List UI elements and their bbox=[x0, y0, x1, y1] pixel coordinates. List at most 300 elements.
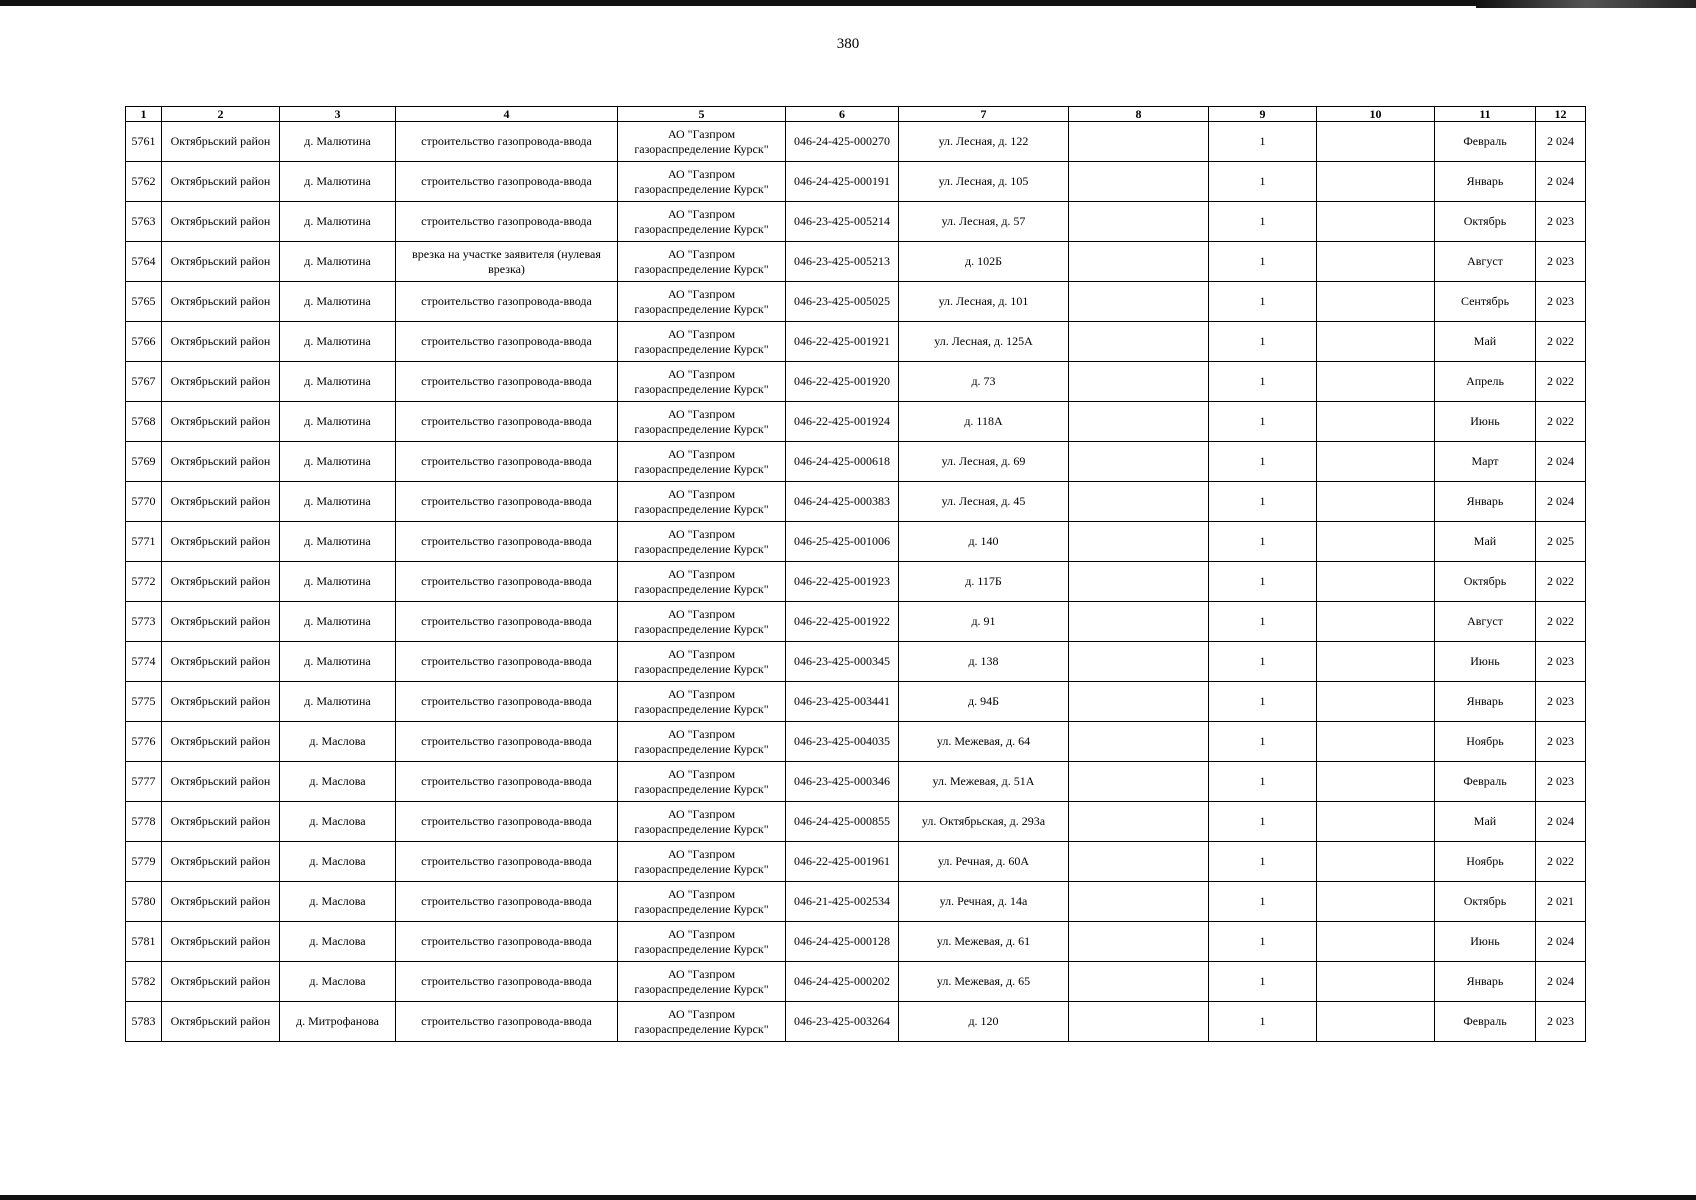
application-code-cell: 046-24-425-000270 bbox=[786, 122, 899, 162]
column-8-cell bbox=[1069, 362, 1209, 402]
application-code-cell: 046-23-425-005213 bbox=[786, 242, 899, 282]
column-10-cell bbox=[1317, 802, 1435, 842]
address-cell: ул. Лесная, д. 125А bbox=[899, 322, 1069, 362]
quantity-cell: 1 bbox=[1209, 482, 1317, 522]
address-cell: ул. Лесная, д. 69 bbox=[899, 442, 1069, 482]
year-cell: 2 023 bbox=[1536, 722, 1586, 762]
table-row bbox=[126, 202, 1586, 242]
quantity-cell: 1 bbox=[1209, 642, 1317, 682]
column-8-cell bbox=[1069, 802, 1209, 842]
registry-table-body bbox=[126, 122, 1586, 1042]
month-cell: Январь bbox=[1435, 682, 1536, 722]
organization-cell: АО "Газпром газораспределение Курск" bbox=[618, 802, 786, 842]
column-8-cell bbox=[1069, 962, 1209, 1002]
year-cell: 2 023 bbox=[1536, 1002, 1586, 1042]
column-10-cell bbox=[1317, 202, 1435, 242]
row-number-cell: 5764 bbox=[126, 242, 162, 282]
column-10-cell bbox=[1317, 682, 1435, 722]
address-cell: ул. Речная, д. 60А bbox=[899, 842, 1069, 882]
application-code-cell: 046-24-425-000383 bbox=[786, 482, 899, 522]
organization-cell: АО "Газпром газораспределение Курск" bbox=[618, 162, 786, 202]
column-10-cell bbox=[1317, 482, 1435, 522]
application-code-cell: 046-22-425-001921 bbox=[786, 322, 899, 362]
work-type-cell: строительство газопровода-ввода bbox=[396, 522, 618, 562]
work-type-cell: строительство газопровода-ввода bbox=[396, 282, 618, 322]
locality-cell: д. Маслова bbox=[280, 962, 396, 1002]
column-10-cell bbox=[1317, 562, 1435, 602]
application-code-cell: 046-22-425-001922 bbox=[786, 602, 899, 642]
column-header: 10 bbox=[1317, 107, 1435, 122]
district-cell: Октябрьский район bbox=[162, 522, 280, 562]
table-row bbox=[126, 242, 1586, 282]
registry-table bbox=[125, 106, 1586, 1042]
quantity-cell: 1 bbox=[1209, 602, 1317, 642]
month-cell: Февраль bbox=[1435, 762, 1536, 802]
district-cell: Октябрьский район bbox=[162, 602, 280, 642]
row-number-cell: 5777 bbox=[126, 762, 162, 802]
column-8-cell bbox=[1069, 522, 1209, 562]
locality-cell: д. Маслова bbox=[280, 842, 396, 882]
application-code-cell: 046-22-425-001923 bbox=[786, 562, 899, 602]
month-cell: Июнь bbox=[1435, 402, 1536, 442]
application-code-cell: 046-23-425-004035 bbox=[786, 722, 899, 762]
table-row bbox=[126, 642, 1586, 682]
organization-cell: АО "Газпром газораспределение Курск" bbox=[618, 402, 786, 442]
row-number-cell: 5781 bbox=[126, 922, 162, 962]
work-type-cell: строительство газопровода-ввода bbox=[396, 402, 618, 442]
quantity-cell: 1 bbox=[1209, 402, 1317, 442]
column-header: 1 bbox=[126, 107, 162, 122]
year-cell: 2 024 bbox=[1536, 122, 1586, 162]
year-cell: 2 022 bbox=[1536, 402, 1586, 442]
column-8-cell bbox=[1069, 842, 1209, 882]
locality-cell: д. Малютина bbox=[280, 162, 396, 202]
column-8-cell bbox=[1069, 882, 1209, 922]
row-number-cell: 5771 bbox=[126, 522, 162, 562]
quantity-cell: 1 bbox=[1209, 722, 1317, 762]
application-code-cell: 046-24-425-000202 bbox=[786, 962, 899, 1002]
column-10-cell bbox=[1317, 602, 1435, 642]
district-cell: Октябрьский район bbox=[162, 122, 280, 162]
application-code-cell: 046-23-425-005025 bbox=[786, 282, 899, 322]
column-header: 3 bbox=[280, 107, 396, 122]
month-cell: Ноябрь bbox=[1435, 842, 1536, 882]
district-cell: Октябрьский район bbox=[162, 482, 280, 522]
table-row bbox=[126, 1002, 1586, 1042]
locality-cell: д. Малютина bbox=[280, 642, 396, 682]
column-10-cell bbox=[1317, 962, 1435, 1002]
table-row bbox=[126, 362, 1586, 402]
work-type-cell: строительство газопровода-ввода bbox=[396, 722, 618, 762]
district-cell: Октябрьский район bbox=[162, 642, 280, 682]
district-cell: Октябрьский район bbox=[162, 722, 280, 762]
quantity-cell: 1 bbox=[1209, 682, 1317, 722]
quantity-cell: 1 bbox=[1209, 962, 1317, 1002]
application-code-cell: 046-22-425-001924 bbox=[786, 402, 899, 442]
table-row bbox=[126, 562, 1586, 602]
table-row bbox=[126, 522, 1586, 562]
district-cell: Октябрьский район bbox=[162, 922, 280, 962]
month-cell: Май bbox=[1435, 802, 1536, 842]
address-cell: ул. Октябрьская, д. 293а bbox=[899, 802, 1069, 842]
organization-cell: АО "Газпром газораспределение Курск" bbox=[618, 522, 786, 562]
row-number-cell: 5773 bbox=[126, 602, 162, 642]
organization-cell: АО "Газпром газораспределение Курск" bbox=[618, 642, 786, 682]
application-code-cell: 046-23-425-000345 bbox=[786, 642, 899, 682]
year-cell: 2 024 bbox=[1536, 442, 1586, 482]
work-type-cell: строительство газопровода-ввода bbox=[396, 562, 618, 602]
address-cell: ул. Лесная, д. 57 bbox=[899, 202, 1069, 242]
month-cell: Март bbox=[1435, 442, 1536, 482]
row-number-cell: 5763 bbox=[126, 202, 162, 242]
district-cell: Октябрьский район bbox=[162, 562, 280, 602]
table-row bbox=[126, 122, 1586, 162]
month-cell: Январь bbox=[1435, 962, 1536, 1002]
month-cell: Февраль bbox=[1435, 122, 1536, 162]
quantity-cell: 1 bbox=[1209, 762, 1317, 802]
column-10-cell bbox=[1317, 762, 1435, 802]
year-cell: 2 023 bbox=[1536, 202, 1586, 242]
column-header: 8 bbox=[1069, 107, 1209, 122]
column-header: 4 bbox=[396, 107, 618, 122]
column-8-cell bbox=[1069, 482, 1209, 522]
table-row bbox=[126, 802, 1586, 842]
address-cell: д. 102Б bbox=[899, 242, 1069, 282]
quantity-cell: 1 bbox=[1209, 282, 1317, 322]
locality-cell: д. Малютина bbox=[280, 122, 396, 162]
year-cell: 2 022 bbox=[1536, 362, 1586, 402]
district-cell: Октябрьский район bbox=[162, 362, 280, 402]
work-type-cell: строительство газопровода-ввода bbox=[396, 802, 618, 842]
work-type-cell: строительство газопровода-ввода bbox=[396, 442, 618, 482]
quantity-cell: 1 bbox=[1209, 122, 1317, 162]
address-cell: д. 138 bbox=[899, 642, 1069, 682]
locality-cell: д. Маслова bbox=[280, 722, 396, 762]
district-cell: Октябрьский район bbox=[162, 882, 280, 922]
organization-cell: АО "Газпром газораспределение Курск" bbox=[618, 722, 786, 762]
work-type-cell: строительство газопровода-ввода bbox=[396, 322, 618, 362]
column-10-cell bbox=[1317, 1002, 1435, 1042]
locality-cell: д. Маслова bbox=[280, 882, 396, 922]
column-8-cell bbox=[1069, 122, 1209, 162]
month-cell: Август bbox=[1435, 602, 1536, 642]
address-cell: ул. Лесная, д. 105 bbox=[899, 162, 1069, 202]
organization-cell: АО "Газпром газораспределение Курск" bbox=[618, 322, 786, 362]
row-number-cell: 5761 bbox=[126, 122, 162, 162]
table-row bbox=[126, 402, 1586, 442]
organization-cell: АО "Газпром газораспределение Курск" bbox=[618, 602, 786, 642]
column-8-cell bbox=[1069, 402, 1209, 442]
locality-cell: д. Малютина bbox=[280, 682, 396, 722]
locality-cell: д. Маслова bbox=[280, 762, 396, 802]
table-row bbox=[126, 602, 1586, 642]
page-top-border bbox=[0, 0, 1696, 6]
district-cell: Октябрьский район bbox=[162, 802, 280, 842]
row-number-cell: 5780 bbox=[126, 882, 162, 922]
quantity-cell: 1 bbox=[1209, 242, 1317, 282]
organization-cell: АО "Газпром газораспределение Курск" bbox=[618, 442, 786, 482]
table-row bbox=[126, 962, 1586, 1002]
table-row bbox=[126, 922, 1586, 962]
column-8-cell bbox=[1069, 562, 1209, 602]
year-cell: 2 024 bbox=[1536, 482, 1586, 522]
organization-cell: АО "Газпром газораспределение Курск" bbox=[618, 762, 786, 802]
column-header: 6 bbox=[786, 107, 899, 122]
application-code-cell: 046-23-425-000346 bbox=[786, 762, 899, 802]
year-cell: 2 024 bbox=[1536, 162, 1586, 202]
year-cell: 2 022 bbox=[1536, 562, 1586, 602]
address-cell: д. 91 bbox=[899, 602, 1069, 642]
page-bottom-border bbox=[0, 1195, 1696, 1200]
work-type-cell: строительство газопровода-ввода bbox=[396, 922, 618, 962]
row-number-cell: 5782 bbox=[126, 962, 162, 1002]
month-cell: Февраль bbox=[1435, 1002, 1536, 1042]
work-type-cell: строительство газопровода-ввода bbox=[396, 1002, 618, 1042]
district-cell: Октябрьский район bbox=[162, 402, 280, 442]
month-cell: Октябрь bbox=[1435, 202, 1536, 242]
column-8-cell bbox=[1069, 722, 1209, 762]
row-number-cell: 5775 bbox=[126, 682, 162, 722]
row-number-cell: 5767 bbox=[126, 362, 162, 402]
district-cell: Октябрьский район bbox=[162, 282, 280, 322]
district-cell: Октябрьский район bbox=[162, 762, 280, 802]
row-number-cell: 5766 bbox=[126, 322, 162, 362]
quantity-cell: 1 bbox=[1209, 842, 1317, 882]
quantity-cell: 1 bbox=[1209, 322, 1317, 362]
quantity-cell: 1 bbox=[1209, 1002, 1317, 1042]
work-type-cell: строительство газопровода-ввода bbox=[396, 842, 618, 882]
quantity-cell: 1 bbox=[1209, 202, 1317, 242]
table-row bbox=[126, 322, 1586, 362]
month-cell: Октябрь bbox=[1435, 562, 1536, 602]
organization-cell: АО "Газпром газораспределение Курск" bbox=[618, 1002, 786, 1042]
application-code-cell: 046-23-425-003264 bbox=[786, 1002, 899, 1042]
district-cell: Октябрьский район bbox=[162, 202, 280, 242]
column-10-cell bbox=[1317, 122, 1435, 162]
column-header: 2 bbox=[162, 107, 280, 122]
work-type-cell: строительство газопровода-ввода bbox=[396, 122, 618, 162]
organization-cell: АО "Газпром газораспределение Курск" bbox=[618, 482, 786, 522]
row-number-cell: 5768 bbox=[126, 402, 162, 442]
year-cell: 2 023 bbox=[1536, 642, 1586, 682]
row-number-cell: 5774 bbox=[126, 642, 162, 682]
district-cell: Октябрьский район bbox=[162, 1002, 280, 1042]
column-8-cell bbox=[1069, 922, 1209, 962]
month-cell: Январь bbox=[1435, 482, 1536, 522]
column-header: 11 bbox=[1435, 107, 1536, 122]
column-10-cell bbox=[1317, 882, 1435, 922]
year-cell: 2 023 bbox=[1536, 282, 1586, 322]
row-number-cell: 5770 bbox=[126, 482, 162, 522]
address-cell: д. 117Б bbox=[899, 562, 1069, 602]
month-cell: Май bbox=[1435, 322, 1536, 362]
column-8-cell bbox=[1069, 762, 1209, 802]
application-code-cell: 046-23-425-005214 bbox=[786, 202, 899, 242]
district-cell: Октябрьский район bbox=[162, 322, 280, 362]
year-cell: 2 024 bbox=[1536, 962, 1586, 1002]
year-cell: 2 021 bbox=[1536, 882, 1586, 922]
work-type-cell: строительство газопровода-ввода bbox=[396, 642, 618, 682]
locality-cell: д. Малютина bbox=[280, 362, 396, 402]
application-code-cell: 046-24-425-000191 bbox=[786, 162, 899, 202]
column-10-cell bbox=[1317, 642, 1435, 682]
address-cell: д. 94Б bbox=[899, 682, 1069, 722]
column-10-cell bbox=[1317, 282, 1435, 322]
work-type-cell: строительство газопровода-ввода bbox=[396, 602, 618, 642]
locality-cell: д. Малютина bbox=[280, 282, 396, 322]
month-cell: Июнь bbox=[1435, 642, 1536, 682]
quantity-cell: 1 bbox=[1209, 922, 1317, 962]
page-top-border-scan-artifact bbox=[1476, 0, 1696, 8]
organization-cell: АО "Газпром газораспределение Курск" bbox=[618, 922, 786, 962]
organization-cell: АО "Газпром газораспределение Курск" bbox=[618, 882, 786, 922]
application-code-cell: 046-24-425-000855 bbox=[786, 802, 899, 842]
organization-cell: АО "Газпром газораспределение Курск" bbox=[618, 562, 786, 602]
year-cell: 2 024 bbox=[1536, 922, 1586, 962]
organization-cell: АО "Газпром газораспределение Курск" bbox=[618, 202, 786, 242]
column-10-cell bbox=[1317, 922, 1435, 962]
organization-cell: АО "Газпром газораспределение Курск" bbox=[618, 242, 786, 282]
month-cell: Ноябрь bbox=[1435, 722, 1536, 762]
column-header: 12 bbox=[1536, 107, 1586, 122]
address-cell: ул. Лесная, д. 45 bbox=[899, 482, 1069, 522]
table-row bbox=[126, 882, 1586, 922]
quantity-cell: 1 bbox=[1209, 362, 1317, 402]
page-number: 380 bbox=[836, 36, 860, 52]
quantity-cell: 1 bbox=[1209, 562, 1317, 602]
address-cell: д. 118А bbox=[899, 402, 1069, 442]
district-cell: Октябрьский район bbox=[162, 242, 280, 282]
table-row bbox=[126, 482, 1586, 522]
column-header: 5 bbox=[618, 107, 786, 122]
locality-cell: д. Малютина bbox=[280, 402, 396, 442]
year-cell: 2 023 bbox=[1536, 242, 1586, 282]
address-cell: ул. Лесная, д. 122 bbox=[899, 122, 1069, 162]
column-10-cell bbox=[1317, 722, 1435, 762]
locality-cell: д. Малютина bbox=[280, 322, 396, 362]
row-number-cell: 5783 bbox=[126, 1002, 162, 1042]
quantity-cell: 1 bbox=[1209, 522, 1317, 562]
column-10-cell bbox=[1317, 402, 1435, 442]
table-row bbox=[126, 282, 1586, 322]
district-cell: Октябрьский район bbox=[162, 162, 280, 202]
address-cell: ул. Межевая, д. 61 bbox=[899, 922, 1069, 962]
month-cell: Октябрь bbox=[1435, 882, 1536, 922]
work-type-cell: строительство газопровода-ввода bbox=[396, 362, 618, 402]
application-code-cell: 046-25-425-001006 bbox=[786, 522, 899, 562]
quantity-cell: 1 bbox=[1209, 802, 1317, 842]
column-10-cell bbox=[1317, 322, 1435, 362]
year-cell: 2 023 bbox=[1536, 682, 1586, 722]
table-row bbox=[126, 162, 1586, 202]
column-8-cell bbox=[1069, 682, 1209, 722]
column-10-cell bbox=[1317, 442, 1435, 482]
locality-cell: д. Малютина bbox=[280, 242, 396, 282]
locality-cell: д. Маслова bbox=[280, 802, 396, 842]
column-10-cell bbox=[1317, 842, 1435, 882]
work-type-cell: строительство газопровода-ввода bbox=[396, 202, 618, 242]
application-code-cell: 046-24-425-000618 bbox=[786, 442, 899, 482]
table-row bbox=[126, 842, 1586, 882]
locality-cell: д. Малютина bbox=[280, 202, 396, 242]
address-cell: д. 120 bbox=[899, 1002, 1069, 1042]
application-code-cell: 046-21-425-002534 bbox=[786, 882, 899, 922]
month-cell: Сентябрь bbox=[1435, 282, 1536, 322]
work-type-cell: строительство газопровода-ввода bbox=[396, 682, 618, 722]
month-cell: Май bbox=[1435, 522, 1536, 562]
locality-cell: д. Малютина bbox=[280, 522, 396, 562]
table-row bbox=[126, 682, 1586, 722]
year-cell: 2 022 bbox=[1536, 842, 1586, 882]
column-10-cell bbox=[1317, 522, 1435, 562]
organization-cell: АО "Газпром газораспределение Курск" bbox=[618, 122, 786, 162]
month-cell: Январь bbox=[1435, 162, 1536, 202]
row-number-cell: 5765 bbox=[126, 282, 162, 322]
work-type-cell: строительство газопровода-ввода bbox=[396, 882, 618, 922]
year-cell: 2 025 bbox=[1536, 522, 1586, 562]
table-row bbox=[126, 762, 1586, 802]
year-cell: 2 024 bbox=[1536, 802, 1586, 842]
month-cell: Апрель bbox=[1435, 362, 1536, 402]
column-8-cell bbox=[1069, 162, 1209, 202]
application-code-cell: 046-22-425-001920 bbox=[786, 362, 899, 402]
row-number-cell: 5778 bbox=[126, 802, 162, 842]
locality-cell: д. Малютина bbox=[280, 602, 396, 642]
quantity-cell: 1 bbox=[1209, 162, 1317, 202]
locality-cell: д. Митрофанова bbox=[280, 1002, 396, 1042]
column-8-cell bbox=[1069, 642, 1209, 682]
organization-cell: АО "Газпром газораспределение Курск" bbox=[618, 842, 786, 882]
column-8-cell bbox=[1069, 242, 1209, 282]
address-cell: ул. Межевая, д. 51А bbox=[899, 762, 1069, 802]
row-number-cell: 5762 bbox=[126, 162, 162, 202]
locality-cell: д. Малютина bbox=[280, 562, 396, 602]
row-number-cell: 5779 bbox=[126, 842, 162, 882]
year-cell: 2 022 bbox=[1536, 322, 1586, 362]
table-row bbox=[126, 722, 1586, 762]
year-cell: 2 023 bbox=[1536, 762, 1586, 802]
work-type-cell: строительство газопровода-ввода bbox=[396, 762, 618, 802]
month-cell: Июнь bbox=[1435, 922, 1536, 962]
address-cell: ул. Речная, д. 14а bbox=[899, 882, 1069, 922]
address-cell: д. 73 bbox=[899, 362, 1069, 402]
row-number-cell: 5776 bbox=[126, 722, 162, 762]
district-cell: Октябрьский район bbox=[162, 962, 280, 1002]
address-cell: ул. Межевая, д. 64 bbox=[899, 722, 1069, 762]
district-cell: Октябрьский район bbox=[162, 682, 280, 722]
column-10-cell bbox=[1317, 242, 1435, 282]
address-cell: ул. Межевая, д. 65 bbox=[899, 962, 1069, 1002]
column-10-cell bbox=[1317, 362, 1435, 402]
locality-cell: д. Малютина bbox=[280, 482, 396, 522]
column-8-cell bbox=[1069, 442, 1209, 482]
column-number-header-row bbox=[126, 107, 1586, 122]
column-8-cell bbox=[1069, 202, 1209, 242]
work-type-cell: строительство газопровода-ввода bbox=[396, 162, 618, 202]
column-8-cell bbox=[1069, 1002, 1209, 1042]
column-8-cell bbox=[1069, 322, 1209, 362]
column-8-cell bbox=[1069, 602, 1209, 642]
column-8-cell bbox=[1069, 282, 1209, 322]
application-code-cell: 046-22-425-001961 bbox=[786, 842, 899, 882]
column-header: 7 bbox=[899, 107, 1069, 122]
quantity-cell: 1 bbox=[1209, 882, 1317, 922]
month-cell: Август bbox=[1435, 242, 1536, 282]
row-number-cell: 5772 bbox=[126, 562, 162, 602]
address-cell: ул. Лесная, д. 101 bbox=[899, 282, 1069, 322]
work-type-cell: строительство газопровода-ввода bbox=[396, 962, 618, 1002]
district-cell: Октябрьский район bbox=[162, 442, 280, 482]
